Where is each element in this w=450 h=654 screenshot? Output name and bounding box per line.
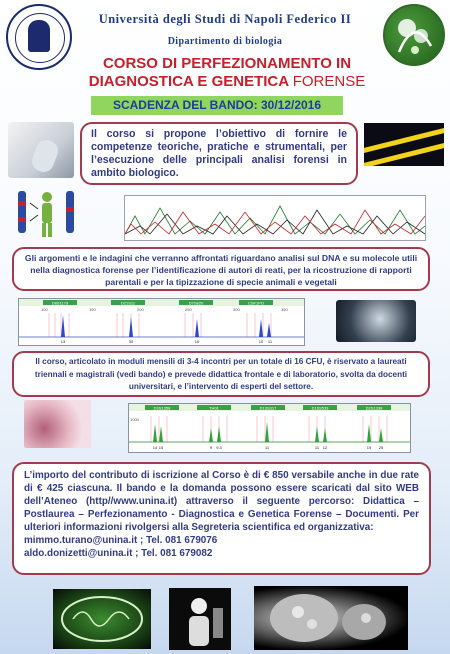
dna-tree-icon bbox=[385, 6, 443, 64]
allele-peak bbox=[209, 428, 213, 442]
deadline-banner: SCADENZA DEL BANDO: 30/12/2016 bbox=[91, 96, 343, 115]
allele-peak bbox=[315, 426, 319, 442]
gloved-hand-sample-photo bbox=[8, 122, 74, 178]
marker-label: D7S820 bbox=[188, 300, 204, 306]
mitochondria-microscopy-photo bbox=[53, 589, 151, 649]
allele-peak bbox=[379, 428, 383, 442]
chromosome-micrograph-illustration bbox=[254, 586, 408, 650]
crime-scene-tape-photo bbox=[364, 123, 444, 166]
allele-label: 14 bbox=[152, 445, 158, 450]
allele-peak bbox=[217, 426, 221, 442]
size-tick: 300 bbox=[233, 307, 240, 312]
marker-label: D13S317 bbox=[259, 405, 277, 411]
course-title-line2 bbox=[82, 73, 372, 91]
investigator-silhouette-illustration bbox=[169, 588, 231, 650]
allele-label: 10 bbox=[194, 339, 200, 344]
allele-peak bbox=[153, 424, 157, 442]
department-name: Dipartimento di biologia bbox=[167, 36, 283, 47]
biology-department-logo bbox=[383, 4, 445, 66]
marker-label: D8S1179 bbox=[51, 300, 69, 306]
str-profile-chart-1 bbox=[18, 298, 305, 346]
allele-label: 12 bbox=[322, 445, 328, 450]
dna-sequencing-chromatogram bbox=[124, 195, 426, 241]
course-title-light: FORENSE bbox=[292, 73, 366, 90]
marker-label: TH01 bbox=[209, 405, 219, 411]
allele-label: 11 bbox=[314, 445, 320, 450]
mitochondria-cristae-illustration bbox=[53, 589, 151, 649]
contact-turano: mimmo.turano@unina.it ; Tel. 081 679076 bbox=[24, 535, 218, 546]
allele-label: 25 bbox=[378, 445, 384, 450]
intro-text-box: Il corso si propone l’obiettivo di fornire le competenze teoriche, pratiche e strumentali, per l’esecuzione delle principali analisi forensi in ambito biologico. bbox=[80, 122, 358, 185]
allele-label: 13 bbox=[60, 339, 66, 344]
size-tick: 350 bbox=[281, 307, 288, 312]
course-structure-text-box: Il corso, articolato in moduli mensili di 3-4 incontri per un totale di 16 CFU, è riservato a laureati triennali e magistrali (vedi bando) e prevede didattica frontale e di laboratorio, svolta da docenti universitari, e l’intervento di esperti del settore. bbox=[12, 351, 430, 397]
allele-label: 19 bbox=[366, 445, 372, 450]
allele-label: 30 bbox=[128, 339, 134, 344]
marker-label: D3S1358 bbox=[153, 405, 171, 411]
allele-label: 9 bbox=[209, 445, 213, 450]
allele-peak bbox=[195, 319, 199, 337]
topics-text-box: Gli argomenti e le indagini che verranno affrontati riguardano analisi sul DNA e su molecole utili nella diagnostica forense per l’identificazione di autori di reati, per la ricostruzione di rapporti parentali e per la tipizzazione di specie animali e vegetali bbox=[12, 247, 430, 291]
y-axis-tick: 1000 bbox=[130, 417, 139, 422]
marker-label: CSF1PO bbox=[247, 300, 265, 306]
size-tick: 150 bbox=[89, 307, 96, 312]
size-tick: 250 bbox=[185, 307, 192, 312]
university-name: Università degli Studi di Napoli Federico II bbox=[98, 12, 352, 26]
tissue-histology-photo bbox=[24, 400, 91, 448]
allele-label: 9.3 bbox=[216, 445, 222, 450]
allele-peak bbox=[61, 315, 65, 337]
str-profile-chart-2 bbox=[128, 403, 411, 453]
allele-peak bbox=[129, 317, 133, 337]
marker-label: D16S539 bbox=[311, 405, 329, 411]
allele-label: 10 bbox=[258, 339, 264, 344]
forensic-investigator-photo bbox=[169, 588, 231, 650]
electron-microscopy-photo bbox=[254, 586, 408, 650]
allele-peak bbox=[159, 426, 163, 442]
allele-label: 11 bbox=[267, 339, 273, 344]
course-title-bold: DIAGNOSTICA E GENETICA bbox=[88, 73, 289, 90]
size-tick: 100 bbox=[41, 307, 48, 312]
allele-peak bbox=[265, 422, 269, 442]
allele-peak bbox=[367, 424, 371, 442]
chromosome-figure-illustration bbox=[10, 187, 84, 240]
university-seal-logo bbox=[6, 4, 72, 70]
allele-label: 15 bbox=[158, 445, 164, 450]
allele-peak bbox=[259, 319, 263, 337]
marker-label: D21S11 bbox=[120, 300, 136, 306]
allele-peak bbox=[323, 428, 327, 442]
size-tick: 200 bbox=[137, 307, 144, 312]
seal-figure bbox=[28, 20, 50, 52]
fees-text: L’importo del contributo di iscrizione al Corso è di € 850 versabile anche in due rate di € 425 ciascuna. Il bando e la domanda possono essere scaricati dal sito WEB dell’Ateneo (http//www.unina.it) attraverso il seguente percorso: Didattica – Postlaurea – Perfezionamento - Diagnostica e Genetica Forense – Documenti. Per ulteriori informazioni rivolgersi alla Segreteria scientifica ed organizzativa: bbox=[24, 470, 419, 533]
marker-label: D2S1338 bbox=[365, 405, 383, 411]
glove-finger bbox=[29, 137, 61, 175]
contact-donizetti: aldo.donizetti@unina.it ; Tel. 081 679082 bbox=[24, 548, 213, 559]
fees-contact-box bbox=[12, 462, 431, 575]
course-title-line1: CORSO DI PERFEZIONAMENTO IN bbox=[102, 55, 352, 72]
allele-peak bbox=[267, 323, 271, 337]
allele-label: 11 bbox=[264, 445, 270, 450]
test-tube-lab-photo bbox=[336, 300, 416, 342]
